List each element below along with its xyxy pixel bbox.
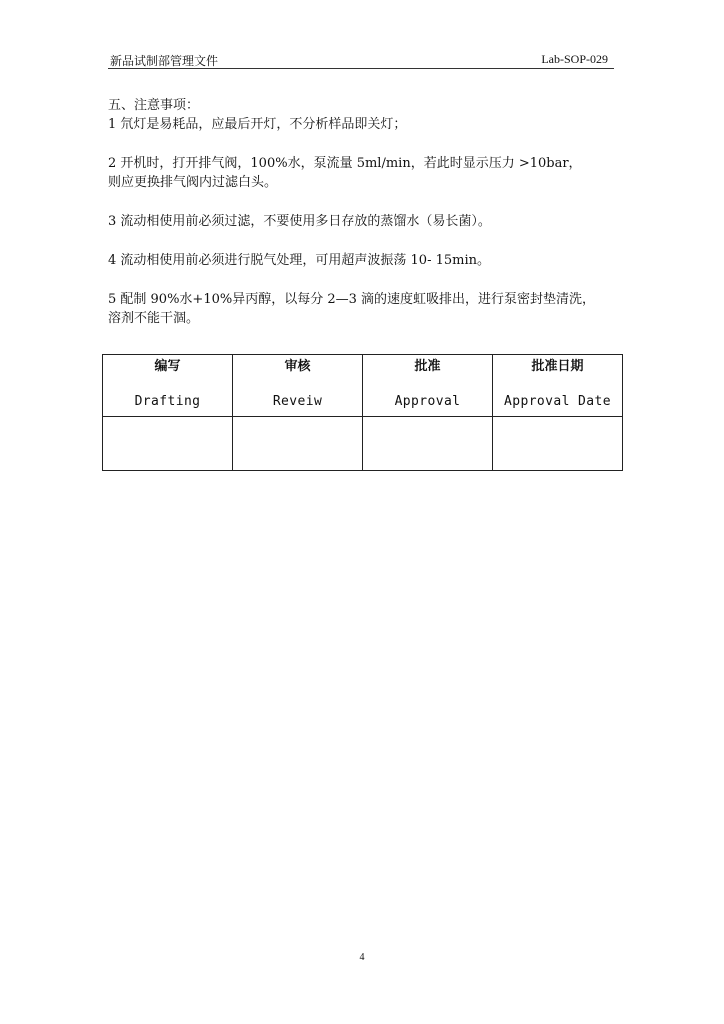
signoff-header-drafting-en: Drafting xyxy=(134,394,201,409)
precaution-item-4 xyxy=(108,251,618,270)
page-header xyxy=(108,50,614,69)
signoff-header-approval-date-zh: 批准日期 xyxy=(531,359,584,374)
signoff-header-drafting xyxy=(103,355,233,417)
signoff-header-review xyxy=(233,355,363,417)
signoff-value-row xyxy=(103,417,623,471)
signoff-header-review-en: Reveiw xyxy=(272,394,323,409)
precaution-item-4-line-1: 4 流动相使用前必须进行脱气处理，可用超声波振荡 10- 15min。 xyxy=(108,253,491,268)
precautions-section xyxy=(108,96,618,328)
precaution-item-5 xyxy=(108,290,618,328)
precaution-item-5-line-1: 5 配制 90%水+10%异丙醇，以每分 2—3 滴的速度虹吸排出，进行泵密封垫清洗， xyxy=(108,292,596,307)
header-doc-code: Lab-SOP-029 xyxy=(541,52,608,66)
precaution-item-3 xyxy=(108,212,618,231)
precaution-item-2 xyxy=(108,154,618,192)
signoff-table xyxy=(102,354,623,471)
signoff-cell-approval-date xyxy=(493,417,623,471)
precaution-item-2-line-2: 则应更换排气阀内过滤白头。 xyxy=(108,175,278,190)
signoff-cell-approval xyxy=(363,417,493,471)
section-title: 五、注意事项： xyxy=(108,98,200,113)
precaution-item-5-line-2: 溶剂不能干涸。 xyxy=(108,311,200,326)
precaution-item-3-line-1: 3 流动相使用前必须过滤，不要使用多日存放的蒸馏水（易长菌）。 xyxy=(108,214,491,229)
signoff-header-review-zh: 审核 xyxy=(284,359,311,374)
precaution-item-2-line-1: 2 开机时，打开排气阀，100%水，泵流量 5ml/min，若此时显示压力 >10bar， xyxy=(108,156,582,171)
header-department-title: 新品试制部管理文件 xyxy=(110,54,219,68)
signoff-cell-drafting xyxy=(103,417,233,471)
signoff-header-row xyxy=(103,355,623,417)
precaution-item-1-line-1: 1 氘灯是易耗品，应最后开灯，不分析样品即关灯； xyxy=(108,117,407,132)
signoff-header-approval xyxy=(363,355,493,417)
signoff-header-approval-date-en: Approval Date xyxy=(504,394,611,409)
signoff-header-drafting-zh: 编写 xyxy=(154,359,181,374)
signoff-header-approval-zh: 批准 xyxy=(414,359,441,374)
signoff-cell-review xyxy=(233,417,363,471)
page-number: 4 xyxy=(359,952,365,963)
signoff-header-approval-date xyxy=(493,355,623,417)
signoff-header-approval-en: Approval xyxy=(394,394,461,409)
precaution-item-1 xyxy=(108,115,618,134)
